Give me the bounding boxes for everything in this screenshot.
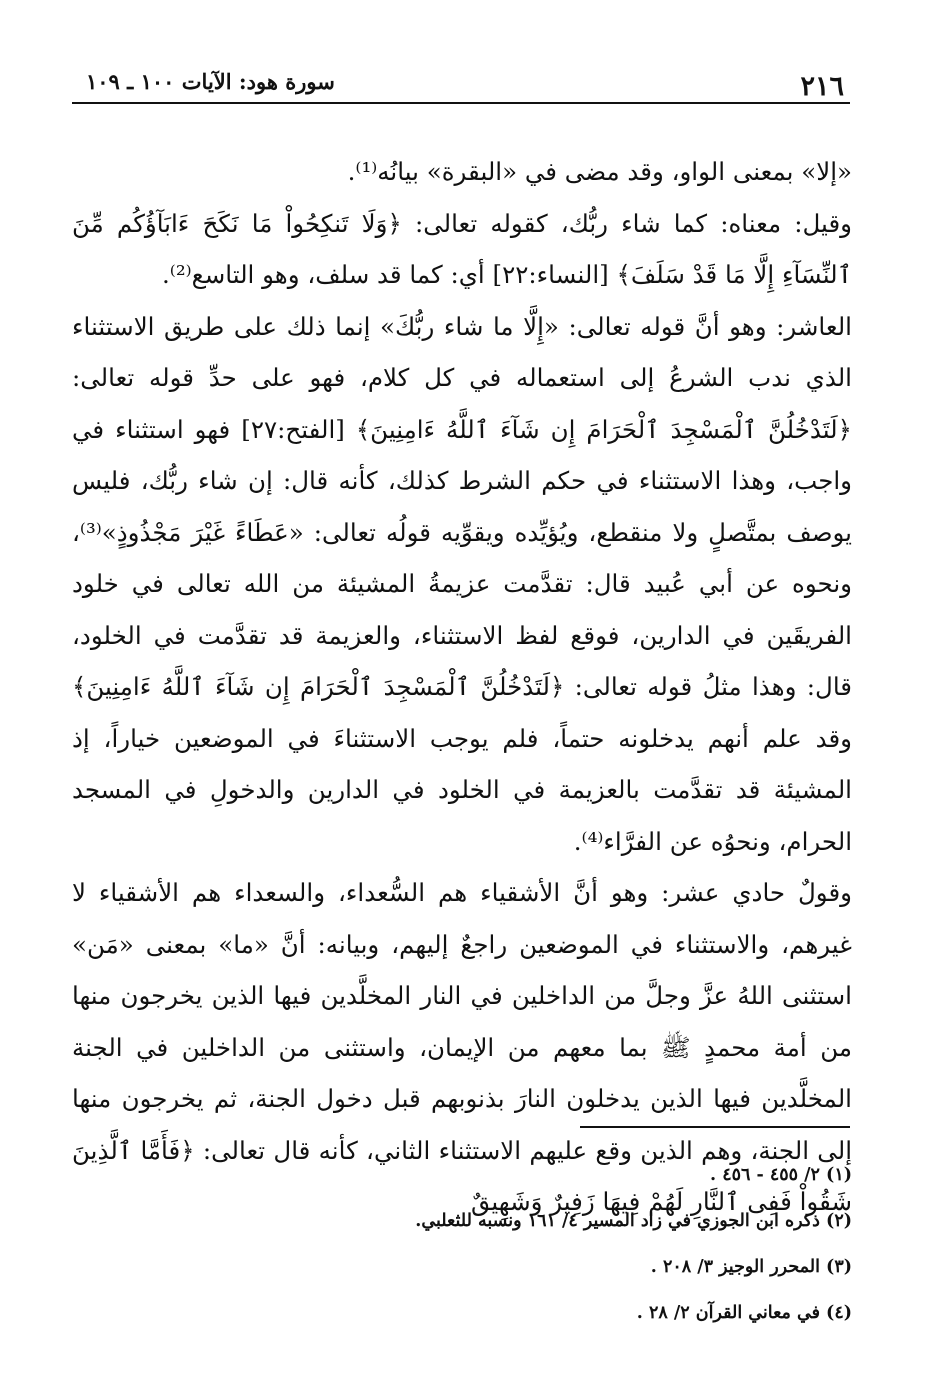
footnotes [72, 1152, 852, 1336]
paragraph: وقولٌ حادي عشر: وهو أنَّ الأشقياء هم السُّعداء، والسعداء هم الأشقياء لا غيرهم، والاستثناء في الموضعين راجعٌ إليهم، وبيانه: أنَّ «ما» بمعنى «مَن» استثنى اللهُ عزَّ وجلَّ من الداخلين في النار المخلَّدين فيها الذين يخرجون منها من أمة محمدٍ ﷺ بما معهم من الإيمان، واستثنى من الداخلين في الجنة المخلَّدين فيها الذين يدخلون النارَ بذنوبهم قبل دخول الجنة، ثم يخرجون منها إلى الجنة، وهم الذين وقع عليهم الاستثناء الثاني، كأنه قال تعالى: ﴿فَأَمَّا ٱلَّذِينَ شَقُواْ فَفِى ٱلنَّارِ لَهُمْ فِيهَا زَفِيرٌ وَشَهِيقٌ [72, 878, 852, 1216]
paragraph: «إلا» بمعنى الواو، وقد مضى في «البقرة» بيانُه⁽¹⁾. [347, 157, 852, 186]
footnote: (٤) في معاني القرآن ٢/ ٢٨ . [636, 1303, 852, 1323]
paragraph: العاشر: وهو أنَّ قوله تعالى: «إِلَّا ما شاء ربُّكَ» إنما ذلك على طريق الاستثناء الذي ندب الشرعُ إلى استعماله في كل كلام، فهو على حدِّ قوله تعالى: ﴿لَتَدْخُلُنَّ ٱلْمَسْجِدَ ٱلْحَرَامَ إِن شَآءَ ٱللَّهُ ءَامِنِينَ﴾ [الفتح:٢٧] فهو استثناء في واجب، وهذا الاستثناء في حكم الشرط كذلك، كأنه قال: إن شاء ربُّك، فليس يوصف بمتَّصلٍ ولا منقطع، ويُؤيِّده ويقوِّيه قولُه تعالى: «عَطَاءً غَيْرَ مَجْذُوذٍ»⁽³⁾، ونحوه عن أبي عُبيد قال: تقدَّمت عزيمةُ المشيئة من الله تعالى في خلود الفريقَين في الدارين، فوقع لفظ الاستثناء، والعزيمة قد تقدَّمت في الخلود، قال: وهذا مثلُ قوله تعالى: ﴿لَتَدْخُلُنَّ ٱلْمَسْجِدَ ٱلْحَرَامَ إِن شَآءَ ٱللَّهُ ءَامِنِينَ﴾ وقد علم أنهم يدخلونه حتماً، فلم يوجب الاستثناءَ في الموضعين خياراً، إذ المشيئة قد تقدَّمت بالعزيمة في الخلود في الدارين والدخولِ في المسجد الحرام، ونحوُه عن الفرَّاء⁽⁴⁾. [72, 311, 853, 856]
page-header [72, 62, 850, 104]
footnote: (١) ٢/ ٤٥٥ - ٤٥٦ . [710, 1165, 852, 1185]
paragraph: وقيل: معناه: كما شاء ربُّك، كقوله تعالى: ﴿وَلَا تَنكِحُواْ مَا نَكَحَ ءَابَآؤُكُم مِّنَ ٱلنِّسَآءِ إِلَّا مَا قَدْ سَلَفَ﴾ [النساء:٢٢] أي: كما قد سلف، وهو التاسع⁽²⁾. [72, 208, 852, 289]
page-number: ٢١٦ [800, 71, 844, 102]
header-rule [72, 102, 850, 104]
footnote-separator [580, 1126, 850, 1128]
footnote: (٣) المحرر الوجيز ٣/ ٢٠٨ . [650, 1257, 852, 1277]
footnote: (٢) ذكره ابن الجوزي في زاد المسير ٤/ ١٦١ ونسبه للثعلبي. [415, 1211, 852, 1231]
running-title: سورة هود: الآيات ١٠٠ ـ ١٠٩ [86, 69, 335, 94]
main-text [72, 146, 852, 1228]
